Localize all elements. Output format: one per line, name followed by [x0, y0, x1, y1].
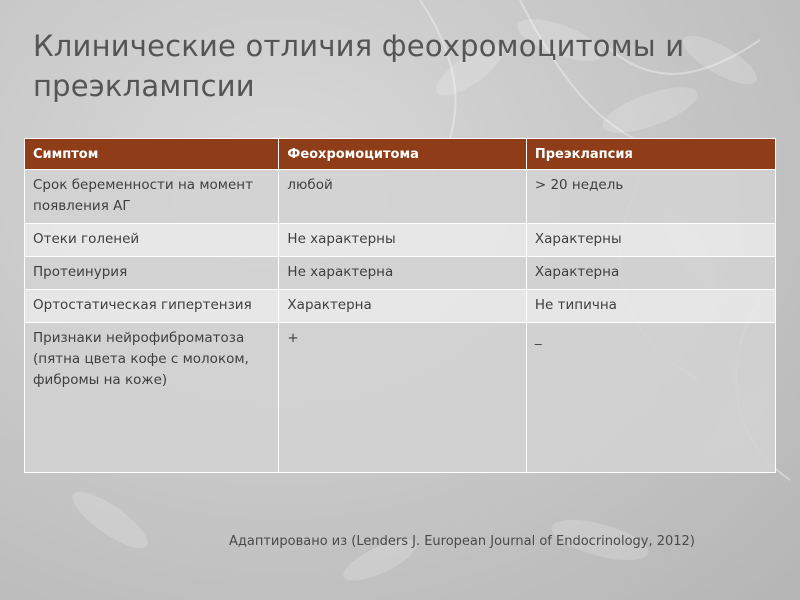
table-header-row — [25, 139, 776, 170]
column-header-pheochromocytoma: Феохромоцитома — [279, 139, 526, 170]
source-citation: Адаптировано из (Lenders J. European Journal of Endocrinology, 2012) — [229, 534, 695, 549]
table-row — [25, 224, 776, 257]
comparison-table — [24, 138, 776, 473]
table-row — [25, 323, 776, 473]
table-cell-pheochromocytoma: любой — [279, 170, 526, 224]
table-cell-preeclampsia: Характерна — [526, 257, 775, 290]
table-row — [25, 290, 776, 323]
table-cell-pheochromocytoma: Не характерна — [279, 257, 526, 290]
table-cell-symptom: Отеки голеней — [25, 224, 279, 257]
table-cell-pheochromocytoma: Не характерны — [279, 224, 526, 257]
table-cell-pheochromocytoma: Характерна — [279, 290, 526, 323]
table-row — [25, 257, 776, 290]
table-cell-symptom: Признаки нейрофиброматоза (пятна цвета кофе с молоком, фибромы на коже) — [25, 323, 279, 473]
table-cell-pheochromocytoma: + — [279, 323, 526, 473]
table-cell-preeclampsia: Характерны — [526, 224, 775, 257]
table-cell-symptom: Ортостатическая гипертензия — [25, 290, 279, 323]
table-cell-preeclampsia: > 20 недель — [526, 170, 775, 224]
table-cell-preeclampsia: _ — [526, 323, 775, 473]
table-row — [25, 170, 776, 224]
table-cell-preeclampsia: Не типична — [526, 290, 775, 323]
column-header-preeclampsia: Преэклапсия — [526, 139, 775, 170]
table-cell-symptom: Протеинурия — [25, 257, 279, 290]
column-header-symptom: Симптом — [25, 139, 279, 170]
table-cell-symptom: Срок беременности на момент появления АГ — [25, 170, 279, 224]
slide-title: Клинические отличия феохромоцитомы и преэклампсии — [33, 29, 685, 103]
